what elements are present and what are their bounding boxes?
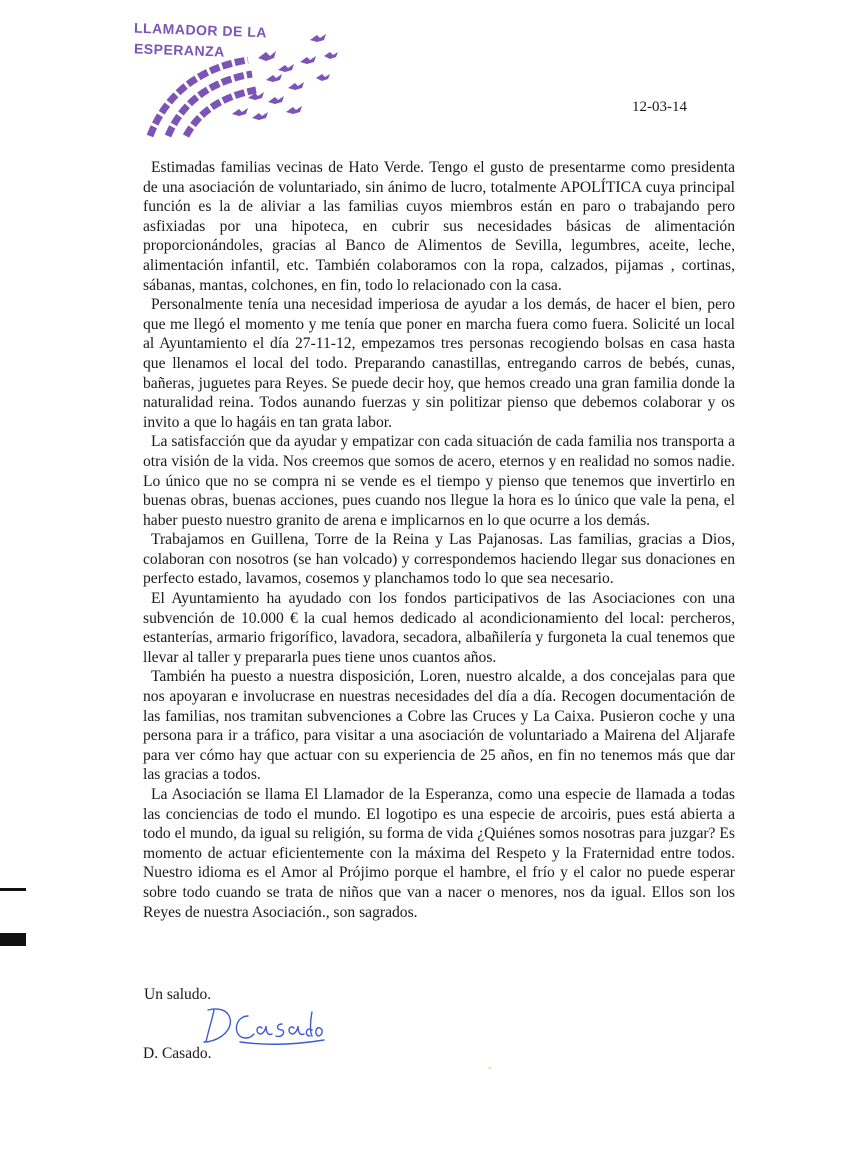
signature-icon <box>200 1002 325 1048</box>
handwritten-signature <box>200 1002 325 1053</box>
scan-edge-mark <box>0 933 26 946</box>
paragraph: También ha puesto a nuestra disposición, Loren, nuestro alcalde, a dos concejalas para que nos apoyaran e involucrase en nuestras necesidades del día a día. Recogen documentación de las familias, nos tramitan subvenciones a Cobre las Cruces y La Caixa. Pusieron coche y una persona para ir a tráfico, para visitar a una asociación de voluntariado a Mairena del Aljarafe para ver cómo hay que actuar con su experiencia de 25 años, en fin no tenemos más que dar las gracias a todos. <box>143 668 735 784</box>
paragraph: Trabajamos en Guillena, Torre de la Reina y Las Pajanosas. Las familias, gracias a Dios, colaboran con nosotros (se han volcado) y correspondemos haciendo llegar sus donaciones en perfecto estado, lavamos, cosemos y planchamos todo lo que sea necesario. <box>143 531 735 588</box>
scan-edge-mark <box>0 888 26 891</box>
closing-greeting: Un saludo. <box>144 986 212 1003</box>
paragraph: Estimadas familias vecinas de Hato Verde. Tengo el gusto de presentarme como presidenta de una asociación de voluntariado, sin ánimo de lucro, totalmente APOLÍTICA cuya principal función es la de aliviar a las familias cuyos miembros están en paro o trabajando pero asfixiadas por una hipoteca, en cubrir sus necesidades básicas de alimentación proporcionándoles, gracias al Banco de Alimentos de Sevilla, legumbres, aceite, leche, alimentación infantil, etc. También colaboramos con la ropa, calzados, pijamas , cortinas, sábanas, mantas, colchones, en fin, todo lo relacionado con la casa. <box>143 159 735 294</box>
signer-name: D. Casado. <box>143 1045 212 1062</box>
ink-smudge: ◦ <box>488 1063 492 1074</box>
association-stamp <box>128 18 343 140</box>
paragraph: La Asociación se llama El Llamador de la Esperanza, como una especie de llamada a todas las conciencias de todo el mundo. El logotipo es una especie de arcoiris, pues está abierta a todo el mundo, da igual su religión, su forma de vida ¿Quiénes somos nosotras para juzgar? Es momento de actuar eficientemente con la máxima del Respeto y la Fraternidad entre todos. Nuestro idioma es el Amor al Prójimo porque el hambre, el frío y el calor no puede esperar sobre todo cuando se trata de niños que van a nacer o menores, nos da igual. Ellos son los Reyes de nuestra Asociación., son sagrados. <box>143 786 735 921</box>
letter-date: 12-03-14 <box>632 99 687 115</box>
paragraph: La satisfacción que da ayudar y empatizar con cada situación de cada familia nos transporta a otra visión de la vida. Nos creemos que somos de acero, eternos y en realidad no somos nadie. Lo único que no se compra ni se vende es el tiempo y pienso que tenemos que invertirlo en buenas obras, buenas acciones, pues cuando nos llegue la hora es lo único que vale la pena, el haber puesto nuestro granito de arena e implicarnos en lo que ocurre a los demás. <box>143 433 735 529</box>
stamp-title-line2: ESPERANZA <box>133 40 226 60</box>
stamp-title-line1: LLAMADOR DE LA <box>133 19 268 41</box>
letter-body <box>143 158 735 922</box>
paragraph: Personalmente tenía una necesidad imperiosa de ayudar a los demás, de hacer el bien, pero que me llegó el momento y me tenía que poner en marcha fuera como fuera. Solicité un local al Ayuntamiento el día 27-11-12, empezamos tres personas recogiendo bolsas en casa hasta que llenamos el local del todo. Preparando canastillas, entregando carros de bebés, cunas, bañeras, juguetes para Reyes. Se puede decir hoy, que hemos creado una gran familia donde la naturalidad reina. Todos aunando fuerzas y sin politizar pienso que debemos colaborar y os invito a que lo hagáis en tan grata labor. <box>143 296 735 431</box>
paragraph: El Ayuntamiento ha ayudado con los fondos participativos de las Asociaciones con una subvención de 10.000 € la cual hemos dedicado al acondicionamiento del local: percheros, estanterías, armario frigorífico, lavadora, secadora, albañilería y furgoneta la cual tenemos que llevar al taller y prepararla pues tiene unos cuantos años. <box>143 590 735 666</box>
